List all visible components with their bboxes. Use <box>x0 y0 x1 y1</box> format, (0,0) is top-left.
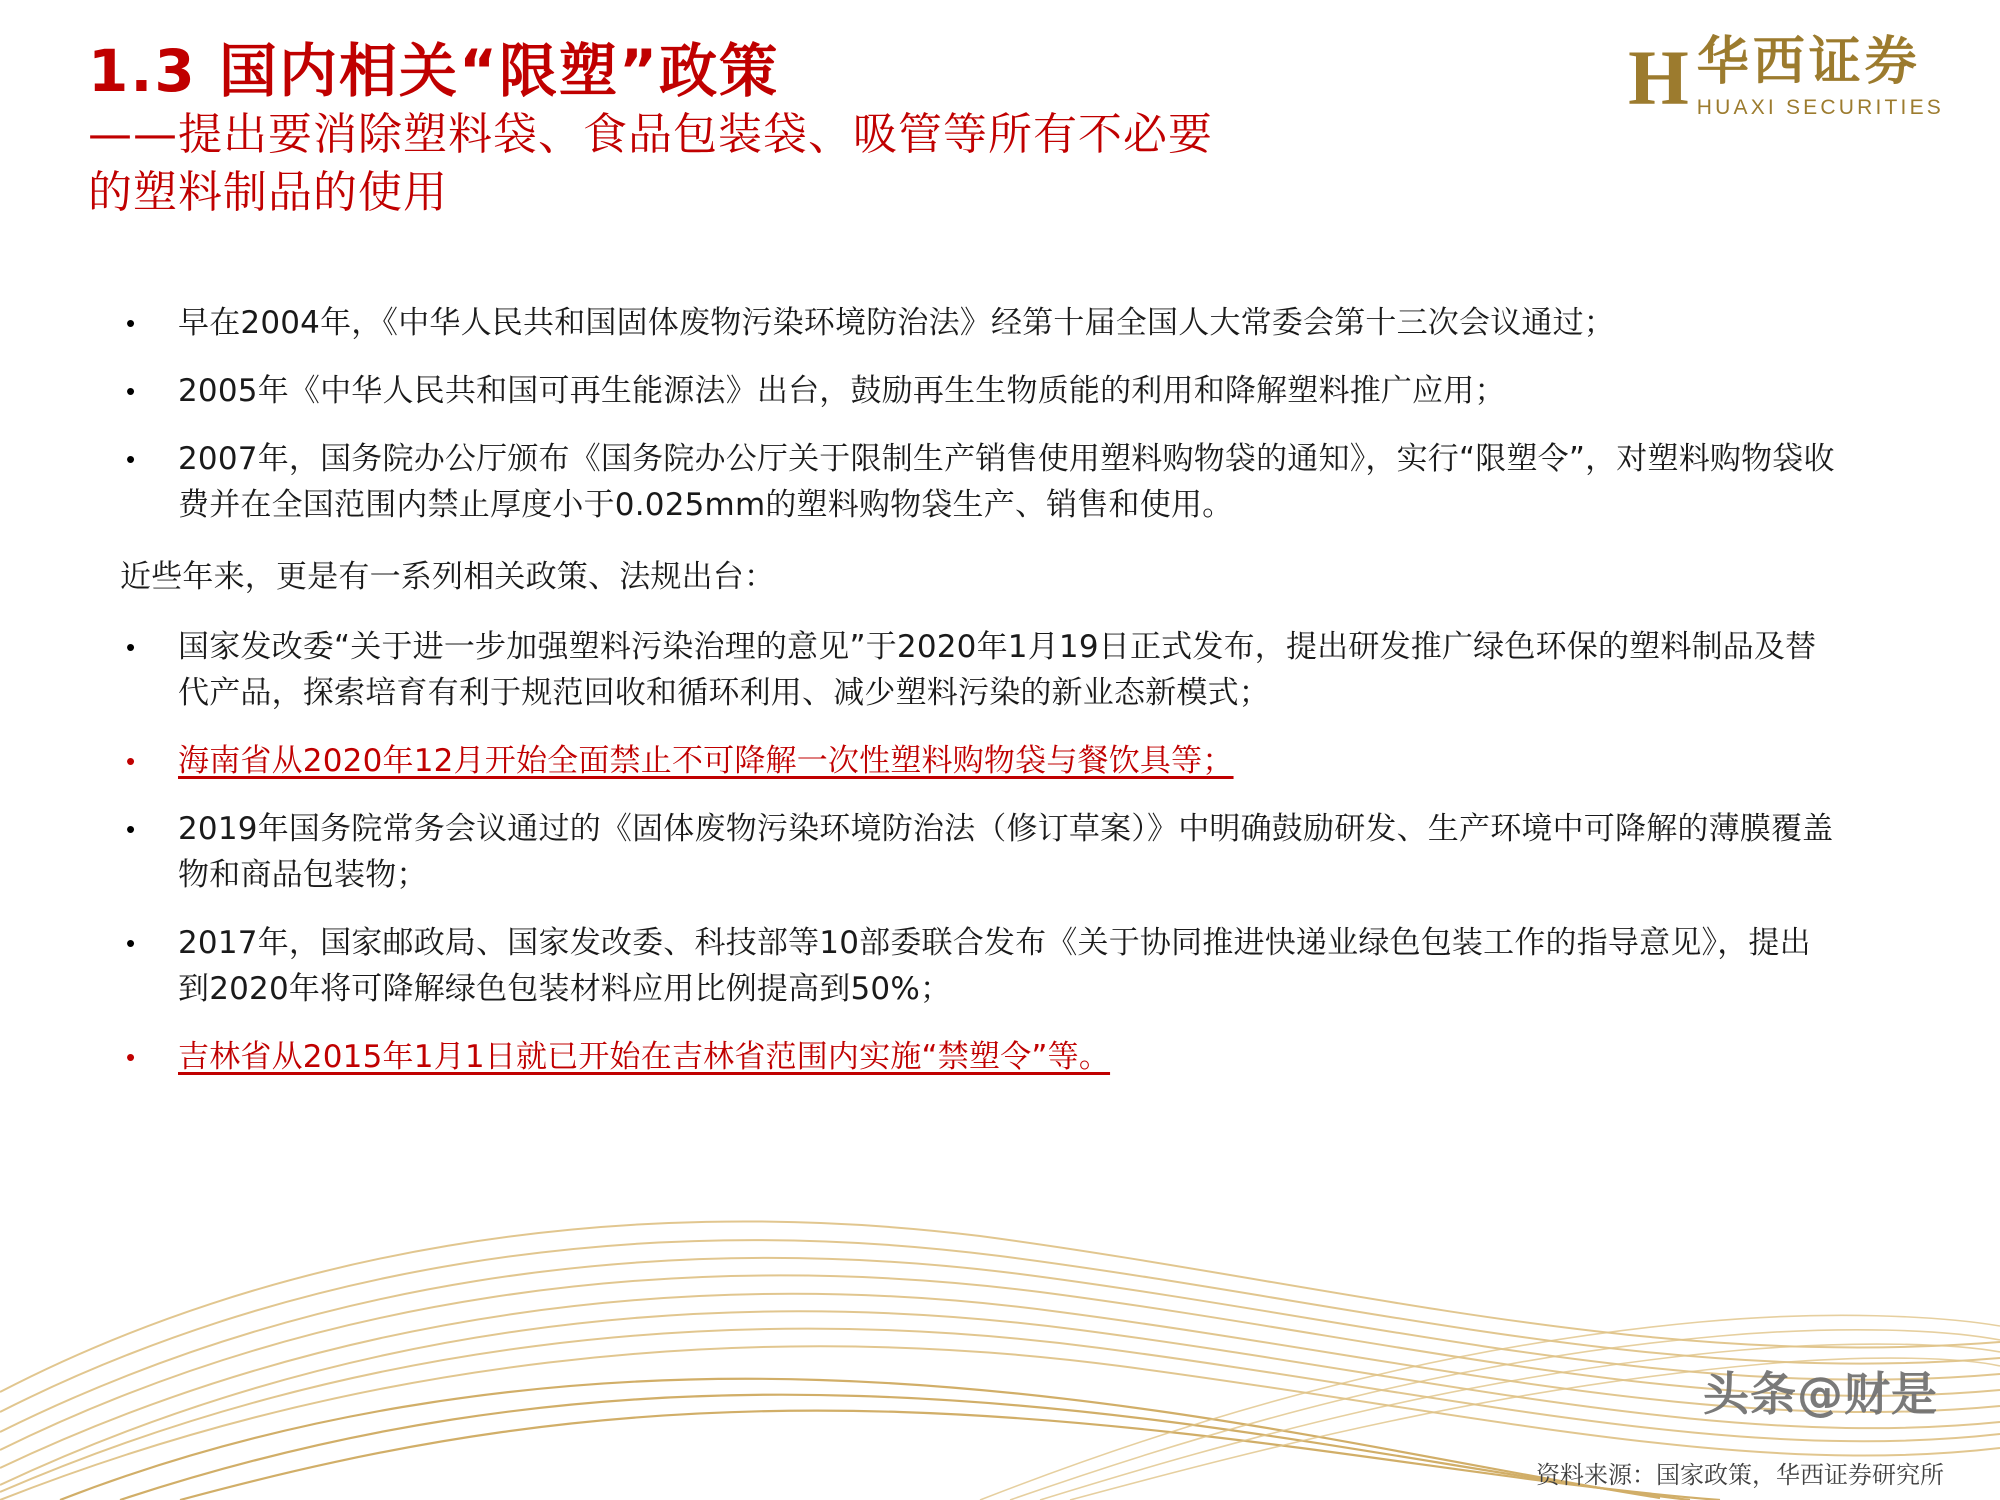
bullet-marker-icon: • <box>126 1042 136 1072</box>
list-item-text: 吉林省从2015年1月1日就已开始在吉林省范围内实施“禁塑令”等。 <box>178 1039 1111 1075</box>
list-item-text: 海南省从2020年12月开始全面禁止不可降解一次性塑料购物袋与餐饮具等； <box>178 743 1234 779</box>
watermark: 头条@财是 <box>1703 1367 1938 1421</box>
list-item <box>120 806 1840 898</box>
bullet-marker-icon: • <box>126 746 136 776</box>
logo-name-en: HUAXI SECURITIES <box>1696 95 1944 119</box>
logo-text <box>1697 36 1944 120</box>
bullet-marker-icon: • <box>126 308 136 338</box>
page-subtitle-line1: ——提出要消除塑料袋、食品包装袋、吸管等所有不必要 <box>88 108 1213 160</box>
list-item <box>120 624 1840 716</box>
list-item-text: 2005年《中华人民共和国可再生能源法》出台，鼓励再生生物质能的利用和降解塑料推广应用； <box>178 373 1506 409</box>
list-item <box>120 436 1840 528</box>
bullet-marker-icon: • <box>126 632 136 662</box>
bullet-marker-icon: • <box>126 376 136 406</box>
slide-title-block <box>88 38 1268 221</box>
list-item <box>120 368 1840 414</box>
source-note: 资料来源：国家政策，华西证券研究所 <box>1536 1461 1944 1489</box>
bullet-marker-icon: • <box>126 814 136 844</box>
page-title: 1.3 国内相关“限塑”政策 <box>88 37 780 105</box>
logo-name-cn: 华西证券 <box>1696 34 1921 91</box>
company-logo <box>1628 33 1944 121</box>
slide-content <box>120 300 1840 1102</box>
list-item-highlighted <box>120 738 1840 784</box>
page-subtitle-line2: 的塑料制品的使用 <box>88 167 448 218</box>
logo-mark-icon: H <box>1628 33 1687 121</box>
list-item-highlighted <box>120 1034 1840 1080</box>
list-item <box>120 920 1840 1012</box>
list-item-text: 2019年国务院常务会议通过的《固体废物污染环境防治法（修订草案）》中明确鼓励研发、生产环境中可降解的薄膜覆盖物和商品包装物； <box>178 811 1834 893</box>
list-item-text: 2007年，国务院办公厅颁布《国务院办公厅关于限制生产销售使用塑料购物袋的通知》，实行“限塑令”，对塑料购物袋收费并在全国范围内禁止厚度小于0.025mm的塑料购物袋生产、销售和使用。 <box>178 441 1835 523</box>
bullet-marker-icon: • <box>126 444 136 474</box>
list-item-text: 2017年，国家邮政局、国家发改委、科技部等10部委联合发布《关于协同推进快递业绿色包装工作的指导意见》，提出到2020年将可降解绿色包装材料应用比例提高到50%； <box>178 925 1811 1007</box>
list-item-text: 早在2004年，《中华人民共和国固体废物污染环境防治法》经第十届全国人大常委会第十三次会议通过； <box>178 305 1615 341</box>
list-item <box>120 300 1840 346</box>
list-item-text: 国家发改委“关于进一步加强塑料污染治理的意见”于2020年1月19日正式发布，提出研发推广绿色环保的塑料制品及替代产品，探索培育有利于规范回收和循环利用、减少塑料污染的新业态新模式； <box>178 629 1817 711</box>
intro-paragraph: 近些年来，更是有一系列相关政策、法规出台： <box>120 559 776 595</box>
bullet-marker-icon: • <box>126 928 136 958</box>
